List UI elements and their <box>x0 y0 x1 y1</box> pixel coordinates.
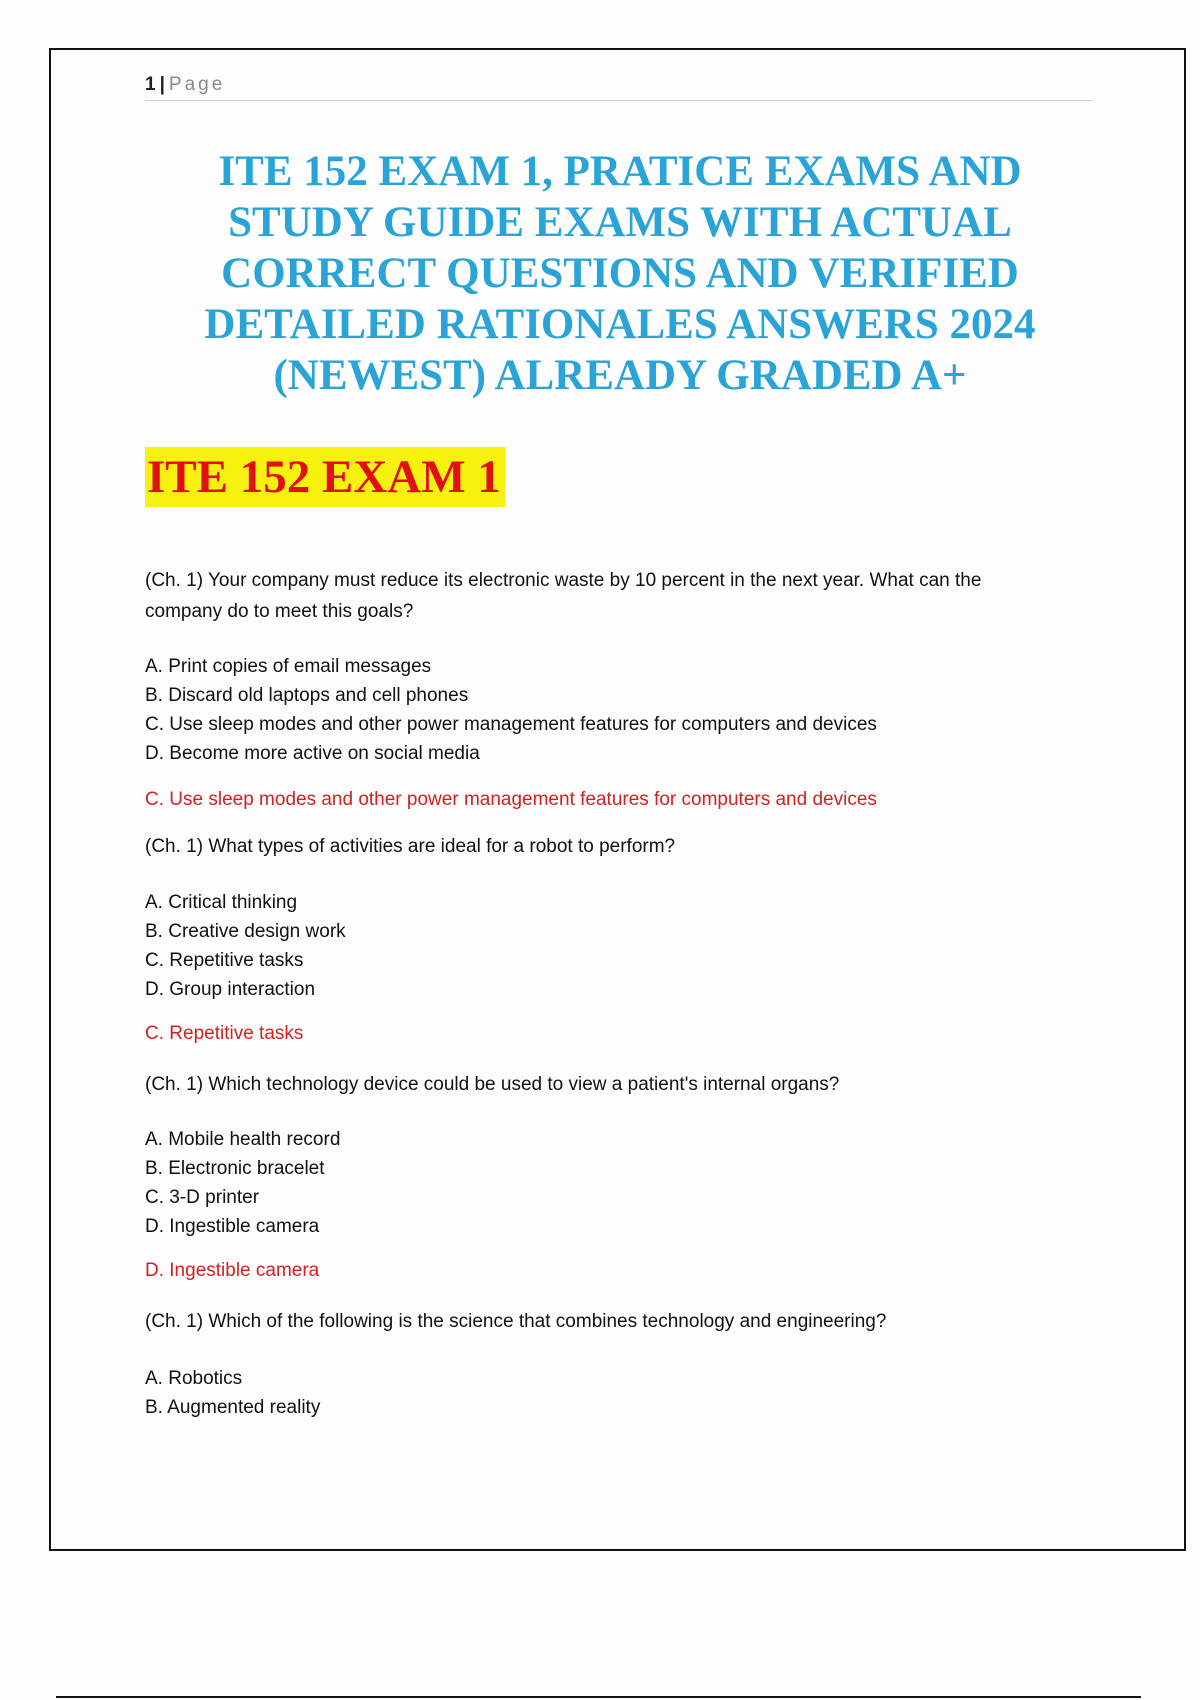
answer-option: B. Discard old laptops and cell phones <box>145 685 469 706</box>
title-line: CORRECT QUESTIONS AND VERIFIED <box>221 250 1019 297</box>
page-number: 1 <box>145 74 156 95</box>
question-text <box>145 831 1085 862</box>
question-text <box>145 1069 1085 1100</box>
section-heading: ITE 152 EXAM 1 <box>145 447 505 507</box>
title-line: ITE 152 EXAM 1, PRATICE EXAMS AND <box>218 148 1022 195</box>
answer-option: D. Ingestible camera <box>145 1216 320 1237</box>
question-line: company do to meet this goals? <box>145 601 414 622</box>
answer-option: A. Print copies of email messages <box>145 656 432 677</box>
answer-option: D. Group interaction <box>145 979 316 1000</box>
question-line: (Ch. 1) Your company must reduce its electronic waste by 10 percent in the next year. What can the <box>145 570 982 591</box>
document-title <box>150 146 1090 401</box>
question-line: (Ch. 1) Which technology device could be used to view a patient's internal organs? <box>145 1074 840 1095</box>
title-line: STUDY GUIDE EXAMS WITH ACTUAL <box>228 199 1012 246</box>
correct-answer: C. Repetitive tasks <box>145 1023 304 1044</box>
bottom-rule <box>56 1696 1141 1698</box>
page-header <box>145 74 1093 101</box>
answer-option: C. Repetitive tasks <box>145 950 304 971</box>
answer-option: A. Critical thinking <box>145 892 298 913</box>
question-text <box>145 1306 1085 1337</box>
answer-option: A. Mobile health record <box>145 1129 341 1150</box>
title-line: (NEWEST) ALREADY GRADED A+ <box>273 352 967 399</box>
answer-option: B. Electronic bracelet <box>145 1158 325 1179</box>
question-line: (Ch. 1) What types of activities are ideal for a robot to perform? <box>145 836 676 857</box>
question-block <box>145 1069 1085 1285</box>
answer-option: B. Augmented reality <box>145 1397 321 1418</box>
question-block <box>145 1306 1085 1422</box>
answer-option: A. Robotics <box>145 1368 243 1389</box>
correct-answer: D. Ingestible camera <box>145 1260 320 1281</box>
question-block <box>145 831 1085 1048</box>
page-separator: | <box>159 74 165 95</box>
answer-option: D. Become more active on social media <box>145 743 480 764</box>
page-word: Page <box>168 74 226 95</box>
question-text <box>145 565 1085 627</box>
question-line: (Ch. 1) Which of the following is the science that combines technology and engineering? <box>145 1311 887 1332</box>
answer-option: C. Use sleep modes and other power management features for computers and devices <box>145 714 877 735</box>
answer-option: B. Creative design work <box>145 921 346 942</box>
correct-answer: C. Use sleep modes and other power management features for computers and devices <box>145 789 877 810</box>
answer-option: C. 3-D printer <box>145 1187 260 1208</box>
title-line: DETAILED RATIONALES ANSWERS 2024 <box>204 301 1036 348</box>
question-block <box>145 565 1085 814</box>
